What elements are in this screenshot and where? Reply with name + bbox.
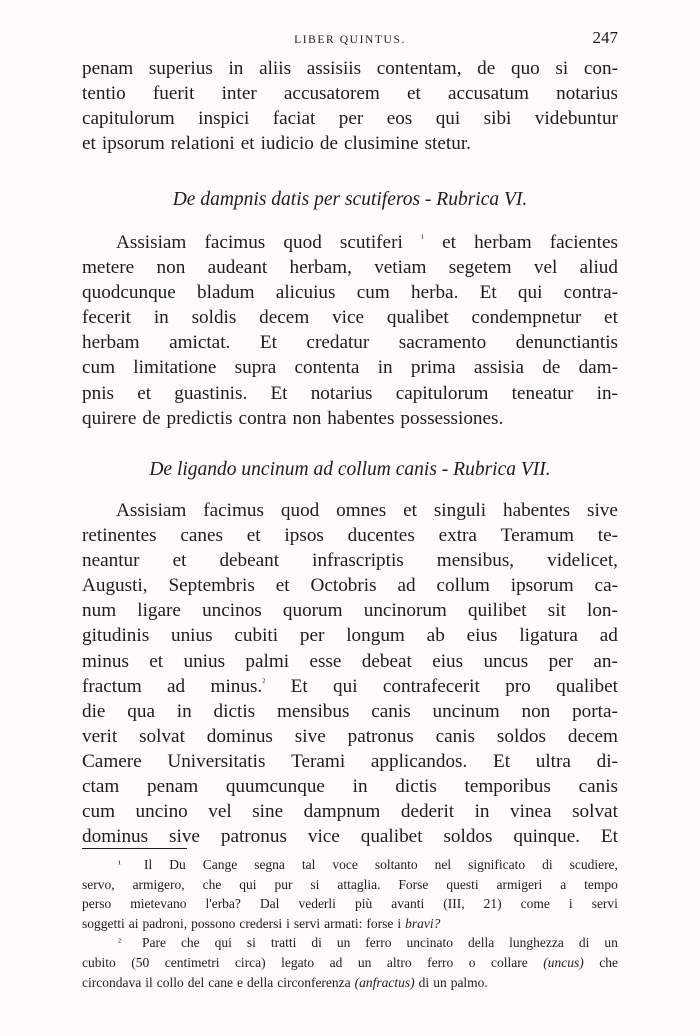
footnote-2 <box>82 933 618 992</box>
text-line: ctam penam quumcunque in dictis temporibus canis <box>82 776 618 798</box>
text-line: retinentes canes et ipsos ducentes extra Teramum te- <box>82 525 618 547</box>
text-line: Assisiam facimus quod omnes et singuli habentes sive <box>116 500 618 521</box>
running-head: LIBER QUINTUS. <box>294 34 406 46</box>
text-line: verit solvat dominus sive patronus canis soldos decem <box>82 725 618 747</box>
footnote-line: perso mietevano l'erba? Dal vederli più avanti (III, 21) come i servi <box>82 896 618 912</box>
footnote-rule <box>82 848 187 849</box>
text-line: penam superius in aliis assisiis contentam, de quo si con- <box>82 58 618 79</box>
rubric-vi-heading: De dampnis datis per scutiferos - Rubrica VI. <box>172 189 528 210</box>
paragraph-2 <box>82 230 618 431</box>
footnote-1 <box>82 855 618 933</box>
text-line: tentio fuerit inter accusatorem et accusatum notarius <box>82 83 618 105</box>
footnote-line: soggetti ai padroni, possono credersi i servi armati: forse i bravi? <box>82 915 441 931</box>
footnotes <box>82 855 618 992</box>
text-line: fractum ad minus.$^{^2}$ Et qui contrafecerit pro qualibet <box>82 675 618 697</box>
text-line: capitulorum inspici faciat per eos qui sibi videbuntur <box>82 108 618 130</box>
text-line: herbam amictat. Et credatur sacramento denunctiantis <box>82 332 618 354</box>
text-line: quodcunque bladum alicuius cum herba. Et qui contra- <box>82 282 618 304</box>
text-line: Augusti, Septembris et Octobris ad collum ipsorum ca- <box>82 575 618 597</box>
text-line: pnis et guastinis. Et notarius capitulorum teneatur in- <box>82 382 618 404</box>
footnote-line: servo, armigero, che qui pur si attaglia. Forse questi armigeri a tempo <box>82 876 618 892</box>
text-line: gitudinis unius cubiti per longum ab eius ligatura ad <box>82 625 618 647</box>
text-line: metere non audeant herbam, vetiam segetem vel aliud <box>82 257 618 279</box>
text-line: Camere Universitatis Terami applicandos. Et ultra di- <box>82 750 618 772</box>
page-header <box>82 30 618 50</box>
text-line: neantur et debeant infrascriptis mensibus, videlicet, <box>82 550 618 572</box>
text-line: num ligare uncinos quorum uncinorum quilibet sit lon- <box>82 600 618 622</box>
text-line: Assisiam facimus quod scutiferi $^{^1}$ et herbam facientes <box>116 232 618 253</box>
text-line: cum uncino vel sine dampnum dederit in vinea solvat <box>82 801 618 823</box>
text-line: minus et unius palmi esse debeat eius uncus per an- <box>82 650 618 672</box>
footnote-line: circondava il collo del cane e della circonferenza (anfractus) di un palmo. <box>82 974 488 990</box>
text-line: et ipsorum relationi et iudicio de clusimine stetur. <box>82 133 471 155</box>
rubric-vii-heading: De ligando uncinum ad collum canis - Rubrica VII. <box>149 459 551 480</box>
paragraph-1 <box>82 56 618 156</box>
text-line: quirere de predictis contra non habentes possessiones. <box>82 407 504 429</box>
footnote-line: ¹ Il Du Cange segna tal voce soltanto nel significato di scudiere, <box>118 857 618 872</box>
text-line: die qua in dictis mensibus canis uncinum non porta- <box>82 700 618 722</box>
text-line: cum limitatione supra contenta in prima assisia de dam- <box>82 357 618 379</box>
footnote-line: cubito (50 centimetri circa) legato ad un altro ferro o collare (uncus) che <box>82 954 618 970</box>
text-line: dominus sive patronus vice qualibet soldos quinque. Et <box>82 826 618 848</box>
footnote-line: ² Pare che qui si tratti di un ferro uncinato della lunghezza di un <box>118 935 618 951</box>
paragraph-3 <box>82 498 618 849</box>
text-line: fecerit in soldis decem vice qualibet condempnetur et <box>82 307 618 329</box>
page-number: 247 <box>592 28 618 47</box>
